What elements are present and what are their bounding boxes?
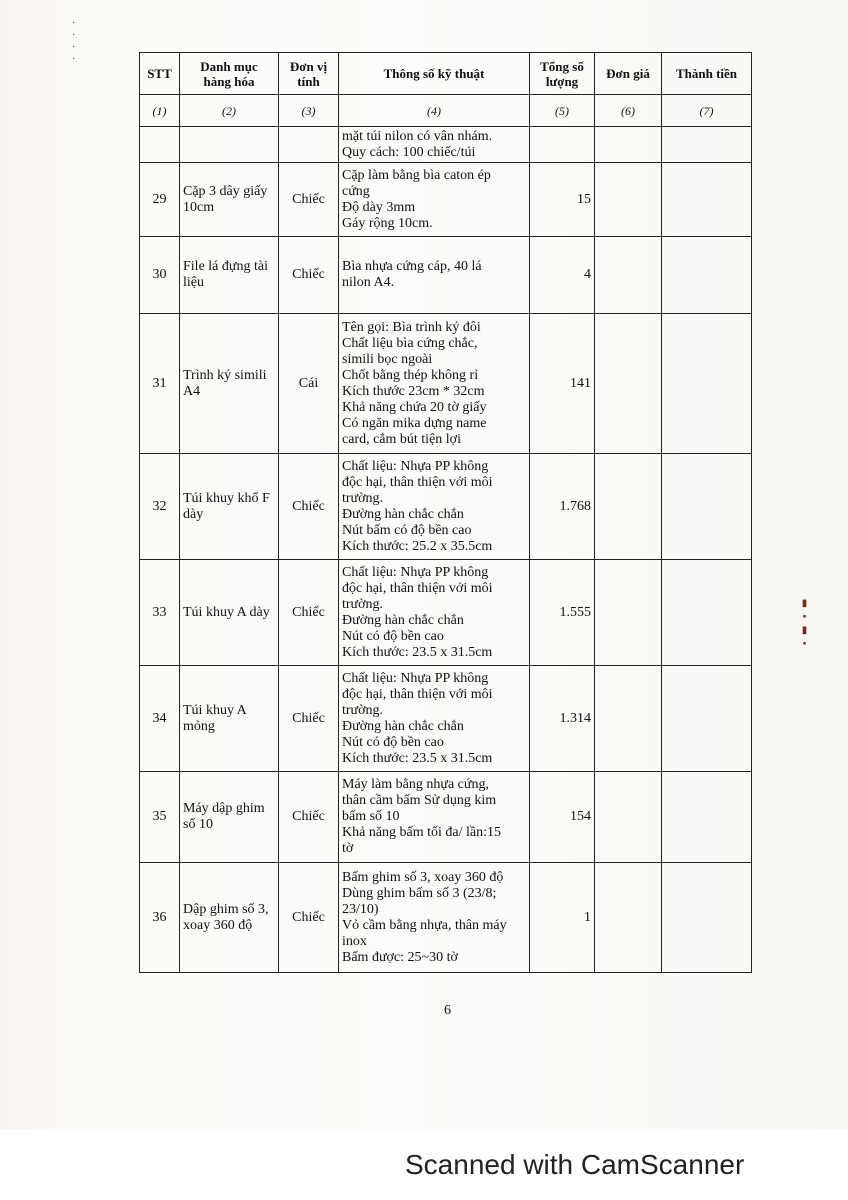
index-cell: (3)	[279, 95, 339, 127]
item-cell: Túi khuy khổ F dày	[180, 454, 279, 560]
stt-cell: 36	[140, 863, 180, 973]
spec-cell: Máy làm bằng nhựa cứng, thân cầm bấm Sử dụng kim bấm số 10 Khả năng bấm tối đa/ lần:15 tờ	[339, 772, 530, 863]
table-row	[140, 163, 752, 237]
item-cell: Máy dập ghim số 10	[180, 772, 279, 863]
total-cell	[662, 314, 752, 454]
page-number: 6	[444, 1003, 451, 1018]
index-cell: (4)	[339, 95, 530, 127]
stt-cell: 32	[140, 454, 180, 560]
qty-cell: 1.314	[530, 666, 595, 772]
price-cell	[595, 560, 662, 666]
scanner-watermark: Scanned with CamScanner	[405, 1149, 745, 1180]
continuation-row	[140, 127, 752, 163]
spec-cell: Cặp làm bằng bìa caton ép cứng Độ dày 3mm Gáy rộng 10cm.	[339, 163, 530, 237]
spec-cell: Chất liệu: Nhựa PP không độc hại, thân thiện với môi trường. Đường hàn chắc chắn Nút bấm có độ bền cao Kích thước: 25.2 x 35.5cm	[339, 454, 530, 560]
index-cell: (2)	[180, 95, 279, 127]
stt-cell: 29	[140, 163, 180, 237]
table-row	[140, 666, 752, 772]
price-cell	[595, 314, 662, 454]
header-spec: Thông số kỹ thuật	[339, 53, 530, 95]
unit-cell: Chiếc	[279, 666, 339, 772]
header-unit: Đơn vị tính	[279, 53, 339, 95]
spec-cell: Tên gọi: Bìa trình ký đôi Chất liệu bìa cứng chắc, simili bọc ngoài Chốt bằng thép không rỉ Kích thước 23cm * 32cm Khả năng chứa 20 tờ giấy Có ngăn mika dựng name card, cắm bút tiện lợi	[339, 314, 530, 454]
unit-cell: Chiếc	[279, 454, 339, 560]
item-cell: Túi khuy A dày	[180, 560, 279, 666]
item-cell: Trình ký simili A4	[180, 314, 279, 454]
bleed-through-mark: ▮ ▪ ▮ ▪	[799, 598, 810, 650]
table-row	[140, 314, 752, 454]
item-cell: File lá đựng tài liệu	[180, 237, 279, 314]
item-cell: Dập ghim số 3, xoay 360 độ	[180, 863, 279, 973]
stt-cell: 33	[140, 560, 180, 666]
header-row	[140, 53, 752, 95]
index-cell: (5)	[530, 95, 595, 127]
header-stt: STT	[140, 53, 180, 95]
total-cell	[662, 163, 752, 237]
qty-cell: 141	[530, 314, 595, 454]
total-cell	[662, 454, 752, 560]
header-item: Danh mục hàng hóa	[180, 53, 279, 95]
spec-cell: Chất liệu: Nhựa PP không độc hại, thân thiện với môi trường. Đường hàn chắc chắn Nút có độ bền cao Kích thước: 23.5 x 31.5cm	[339, 666, 530, 772]
qty-cell: 1.768	[530, 454, 595, 560]
item-cell: Túi khuy A mỏng	[180, 666, 279, 772]
edge-marks: · · · ·	[72, 18, 76, 65]
price-cell	[595, 454, 662, 560]
stt-cell: 34	[140, 666, 180, 772]
table-row	[140, 237, 752, 314]
unit-cell: Chiếc	[279, 863, 339, 973]
qty-cell: 1.555	[530, 560, 595, 666]
total-cell	[662, 772, 752, 863]
unit-cell: Chiếc	[279, 560, 339, 666]
qty-cell: 154	[530, 772, 595, 863]
stt-cell: 30	[140, 237, 180, 314]
index-cell: (1)	[140, 95, 180, 127]
table-row	[140, 772, 752, 863]
unit-cell: Chiếc	[279, 163, 339, 237]
total-cell	[662, 666, 752, 772]
spec-cell: Bìa nhựa cứng cáp, 40 lá nilon A4.	[339, 237, 530, 314]
header-total: Thành tiền	[662, 53, 752, 95]
price-cell	[595, 237, 662, 314]
stt-cell: 35	[140, 772, 180, 863]
total-cell	[662, 560, 752, 666]
qty-cell: 15	[530, 163, 595, 237]
qty-cell: 4	[530, 237, 595, 314]
header-qty: Tổng số lượng	[530, 53, 595, 95]
item-cell: Cặp 3 dây giấy 10cm	[180, 163, 279, 237]
unit-cell: Chiếc	[279, 772, 339, 863]
spec-table	[139, 52, 752, 973]
qty-cell: 1	[530, 863, 595, 973]
spec-cell: mặt túi nilon có vân nhám. Quy cách: 100 chiếc/túi	[339, 127, 530, 163]
total-cell	[662, 237, 752, 314]
price-cell	[595, 163, 662, 237]
price-cell	[595, 666, 662, 772]
table-row	[140, 560, 752, 666]
total-cell	[662, 863, 752, 973]
index-cell: (6)	[595, 95, 662, 127]
table-row	[140, 454, 752, 560]
index-cell: (7)	[662, 95, 752, 127]
price-cell	[595, 863, 662, 973]
table-row	[140, 863, 752, 973]
price-cell	[595, 772, 662, 863]
spec-cell: Chất liệu: Nhựa PP không độc hại, thân thiện với môi trường. Đường hàn chắc chắn Nút có độ bền cao Kích thước: 23.5 x 31.5cm	[339, 560, 530, 666]
spec-cell: Bấm ghim số 3, xoay 360 độ Dùng ghim bấm số 3 (23/8; 23/10) Vỏ cầm bằng nhựa, thân máy inox Bấm được: 25~30 tờ	[339, 863, 530, 973]
column-index-row	[140, 95, 752, 127]
header-price: Đơn giá	[595, 53, 662, 95]
unit-cell: Cái	[279, 314, 339, 454]
stt-cell: 31	[140, 314, 180, 454]
unit-cell: Chiếc	[279, 237, 339, 314]
